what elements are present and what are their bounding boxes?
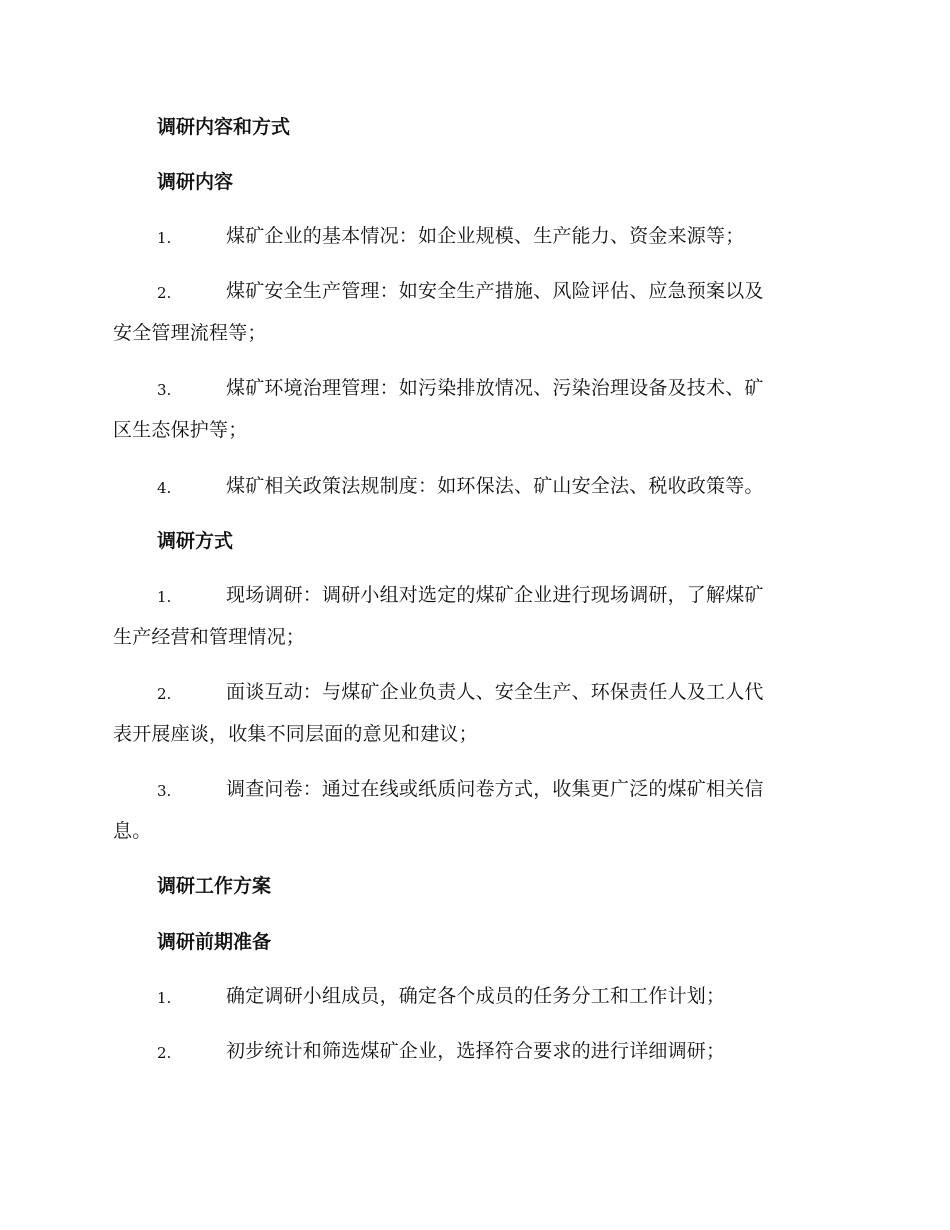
list-number: 2. <box>157 284 172 302</box>
list-number: 1. <box>157 588 172 606</box>
list-item-text: 调查问卷：通过在线或纸质问卷方式，收集更广泛的煤矿相关信 <box>226 778 764 800</box>
list-item-text: 煤矿环境治理管理：如污染排放情况、污染治理设备及技术、矿 <box>226 377 764 399</box>
section-heading-content-and-method: 调研内容和方式 <box>157 116 291 138</box>
list-item-text: 煤矿相关政策法规制度：如环保法、矿山安全法、税收政策等。 <box>226 475 764 497</box>
subsection-heading-content: 调研内容 <box>157 171 234 193</box>
list-item-text: 确定调研小组成员，确定各个成员的任务分工和工作计划； <box>226 985 726 1007</box>
list-number: 3. <box>157 782 172 800</box>
list-item-text-continued: 息。 <box>113 820 152 842</box>
list-item-text: 煤矿企业的基本情况：如企业规模、生产能力、资金来源等； <box>226 225 745 247</box>
list-item-text: 煤矿安全生产管理：如安全生产措施、风险评估、应急预案以及 <box>226 280 764 302</box>
subsection-heading-prep: 调研前期准备 <box>157 931 272 953</box>
list-item-text-continued: 安全管理流程等； <box>113 322 267 344</box>
list-item-text-continued: 区生态保护等； <box>113 419 248 441</box>
list-item-text: 现场调研：调研小组对选定的煤矿企业进行现场调研，了解煤矿 <box>226 584 764 606</box>
list-item-text: 面谈互动：与煤矿企业负责人、安全生产、环保责任人及工人代 <box>226 681 764 703</box>
list-number: 1. <box>157 989 172 1007</box>
list-number: 2. <box>157 1044 172 1062</box>
list-item-text-continued: 生产经营和管理情况； <box>113 626 306 648</box>
section-heading-work-plan: 调研工作方案 <box>157 875 272 897</box>
list-number: 3. <box>157 381 172 399</box>
list-item-text-continued: 表开展座谈，收集不同层面的意见和建议； <box>113 723 478 745</box>
list-item-text: 初步统计和筛选煤矿企业，选择符合要求的进行详细调研； <box>226 1040 726 1062</box>
list-number: 2. <box>157 685 172 703</box>
list-number: 4. <box>157 479 172 497</box>
subsection-heading-method: 调研方式 <box>157 530 234 552</box>
list-number: 1. <box>157 229 172 247</box>
